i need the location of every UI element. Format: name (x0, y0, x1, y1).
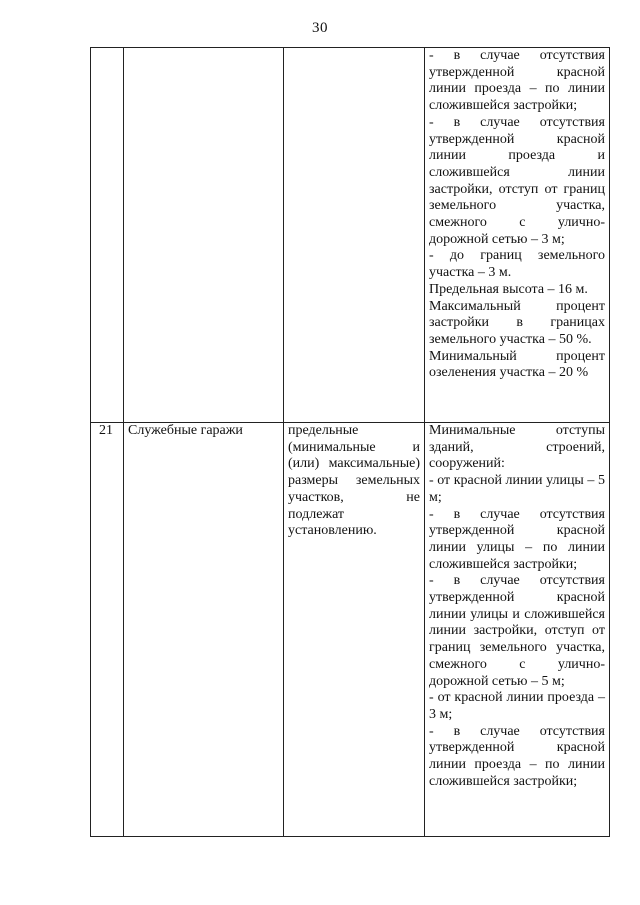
table-row (91, 423, 610, 837)
row-number-cell (91, 48, 124, 423)
limit-paragraph: - от красной линии улицы – 5 м; (429, 473, 605, 505)
limit-paragraph: - в случае отсутствия утвержденной красной линии проезда – по линии сложившейся застройки; (429, 48, 605, 114)
limit-paragraph: Минимальный процент озеленения участка – 20 % (429, 348, 605, 381)
limit-paragraph: - в случае отсутствия утвержденной красной линии проезда и сложившейся линии застройки, отступ от границ земельного участка, смежного с улично-дорожной сетью – 3 м; (429, 114, 605, 247)
page-number: 30 (312, 20, 328, 36)
limit-paragraph: - до границ земельного участка – 3 м. (429, 248, 605, 281)
limit-paragraph: - в случае отсутствия утвержденной красной линии улицы – по линии сложившейся застройки; (429, 506, 605, 572)
regulations-table (90, 47, 610, 837)
limit-paragraph: Максимальный процент застройки в границах земельного участка – 50 %. (429, 298, 605, 347)
limit-paragraph: - в случае отсутствия утвержденной красной линии проезда – по линии сложившейся застройки; (429, 723, 605, 789)
limit-paragraph: - от красной линии проезда – 3 м; (429, 690, 605, 722)
limit-paragraph: - в случае отсутствия утвержденной красной линии улицы и сложившейся линии застройки, отступ от границ земельного участка, смежного с улично-дорожной сетью – 5 м; (429, 573, 605, 689)
plot-size-cell (284, 48, 425, 423)
limit-paragraph: Минимальные отступы зданий, строений, сооружений: (429, 423, 605, 472)
table-row (91, 48, 610, 423)
limit-paragraph: Предельная высота – 16 м. (429, 281, 588, 297)
use-type-cell: Служебные гаражи (124, 423, 284, 837)
construction-limits-cell (425, 48, 610, 423)
plot-size-cell: предельные (минимальные и (или) максимальные) размеры земельных участков, не подлежат установлению. (284, 423, 425, 837)
construction-limits-cell (425, 423, 610, 837)
row-number-cell: 21 (91, 423, 124, 837)
use-type-cell (124, 48, 284, 423)
